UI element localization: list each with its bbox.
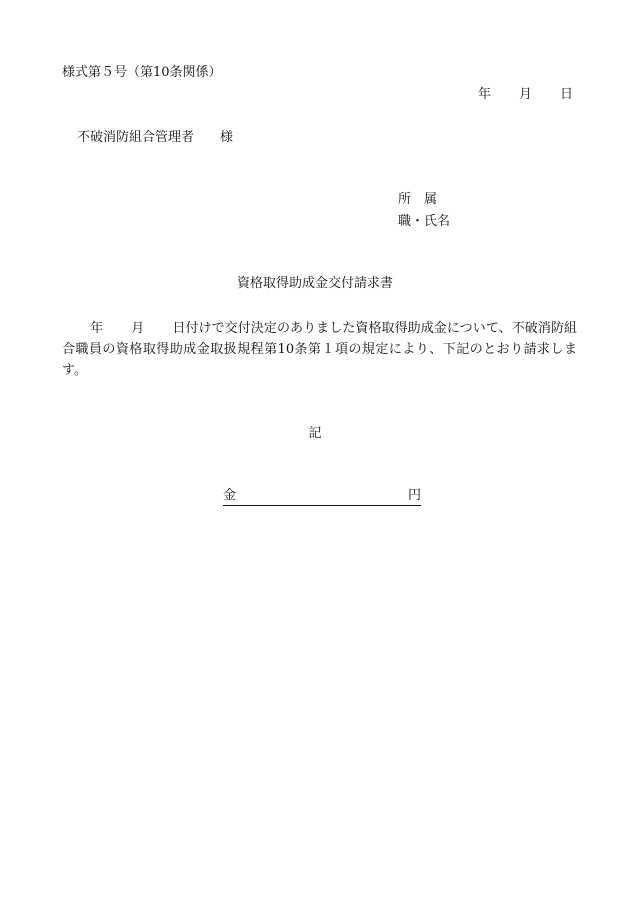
name-label: 職・氏名 xyxy=(398,214,451,229)
date-day: 日 xyxy=(560,87,574,102)
date-year: 年 xyxy=(478,87,492,102)
amount-label: 金 xyxy=(223,488,237,503)
date-line xyxy=(478,87,573,103)
date-month: 月 xyxy=(519,87,533,102)
body-paragraph xyxy=(62,318,577,381)
addressee xyxy=(77,130,233,146)
body-text: 日付けで交付決定のありました資格取得助成金について、不破消防組合職員の資格取得助成金取扱規程第10条第１項の規定により、下記のとおり請求します。 xyxy=(62,321,577,378)
amount-unit: 円 xyxy=(407,488,421,503)
body-month: 月 xyxy=(131,321,145,336)
ki-heading: 記 xyxy=(308,426,322,441)
affiliation-label: 所 属 xyxy=(398,192,438,207)
document-title: 資格取得助成金交付請求書 xyxy=(236,276,393,291)
amount-line xyxy=(223,488,421,506)
addressee-honorific: 様 xyxy=(220,130,234,145)
body-year: 年 xyxy=(90,321,104,336)
form-number: 様式第５号（第10条関係） xyxy=(62,65,222,80)
addressee-name: 不破消防組合管理者 xyxy=(77,130,195,145)
